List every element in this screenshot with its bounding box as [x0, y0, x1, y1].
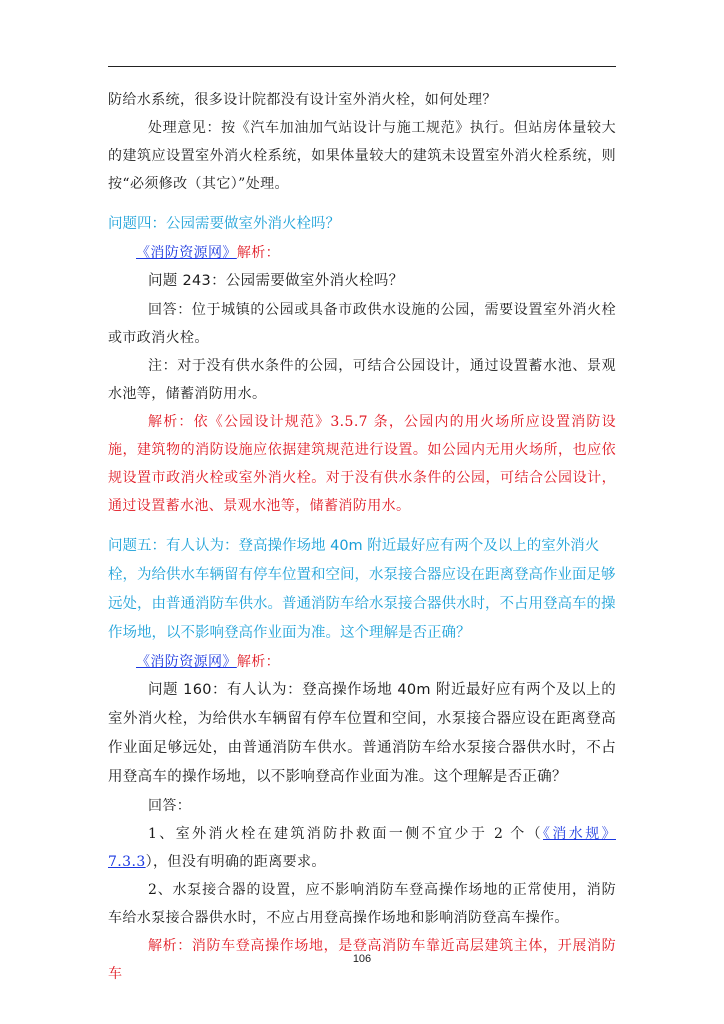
page-body — [108, 86, 616, 988]
q5-item-two: 2、水泵接合器的设置，应不影响消防车登高操作场地的正常使用，消防车给水泵接合器供水时，不应占用登高操作场地和影响消防登高车操作。 — [108, 882, 616, 926]
q4-question: 问题 243：公园需要做室外消火栓吗？ — [148, 273, 404, 289]
q4-source-line — [108, 239, 616, 267]
q4-source-suffix: 解析： — [236, 245, 281, 261]
question-five-heading: 问题五：有人认为：登高操作场地 40m 附近最好应有两个及以上的室外消火栓，为给供水车辆留有停车位置和空间，水泵接合器应设在距离登高作业面足够远处，由普通消防车供水。普通消防车给水泵接合器供水时，不占用登高车的操作场地，以不影响登高作业面为准。这个理解是否正确？ — [108, 538, 616, 641]
q4-note: 注：对于没有供水条件的公园，可结合公园设计，通过设置蓄水池、景观水池等，储蓄消防用水。 — [108, 358, 616, 402]
q5-source-link[interactable]: 《消防资源网》 — [136, 654, 237, 670]
standard-reference-link[interactable]: 《消水规》7.3.3 — [108, 826, 616, 870]
question-four-heading: 问题四：公园需要做室外消火栓吗？ — [108, 216, 340, 232]
q4-source-link[interactable]: 《消防资源网》 — [136, 245, 237, 261]
q5-analysis: 解析：消防车登高操作场地，是登高消防车靠近高层建筑主体，开展消防车 — [108, 938, 616, 982]
q5-item-one — [108, 820, 616, 876]
q5-question: 问题 160：有人认为：登高操作场地 40m 附近最好应有两个及以上的室外消火栓，为给供水车辆留有停车位置和空间，水泵接合器应设在距离登高作业面足够远处，由普通消防车供水。普通消防车给水泵接合器供水时，不占用登高车的操作场地，以不影响登高作业面为准。这个理解是否正确？ — [108, 682, 616, 785]
handling-opinion: 处理意见：按《汽车加油加气站设计与施工规范》执行。但站房体量较大的建筑应设置室外消火栓系统，如果体量较大的建筑未设置室外消火栓系统，则按“必须修改（其它）”处理。 — [108, 120, 616, 192]
header-rule — [108, 66, 616, 67]
q5-item-one-post: ），但没有明确的距离要求。 — [145, 854, 326, 870]
q5-source-suffix: 解析： — [236, 654, 281, 670]
page-number: 106 — [352, 953, 372, 965]
q5-source-line — [108, 648, 616, 676]
q5-answer-label: 回答： — [148, 798, 192, 814]
intro-line: 防给水系统，很多设计院都没有设计室外消火栓，如何处理？ — [108, 92, 497, 108]
q4-answer: 回答：位于城镇的公园或具备市政供水设施的公园，需要设置室外消火栓或市政消火栓。 — [108, 302, 616, 346]
q4-analysis: 解析：依《公园设计规范》3.5.7 条，公园内的用火场所应设置消防设施，建筑物的消防设施应依据建筑规范进行设置。如公园内无用火场所，也应依规设置市政消火栓或室外消火栓。对于没有供水条件的公园，可结合公园设计，通过设置蓄水池、景观水池等，储蓄消防用水。 — [108, 414, 616, 514]
q5-item-one-pre: 1、室外消火栓在建筑消防扑救面一侧不宜少于 2 个（ — [148, 826, 544, 842]
